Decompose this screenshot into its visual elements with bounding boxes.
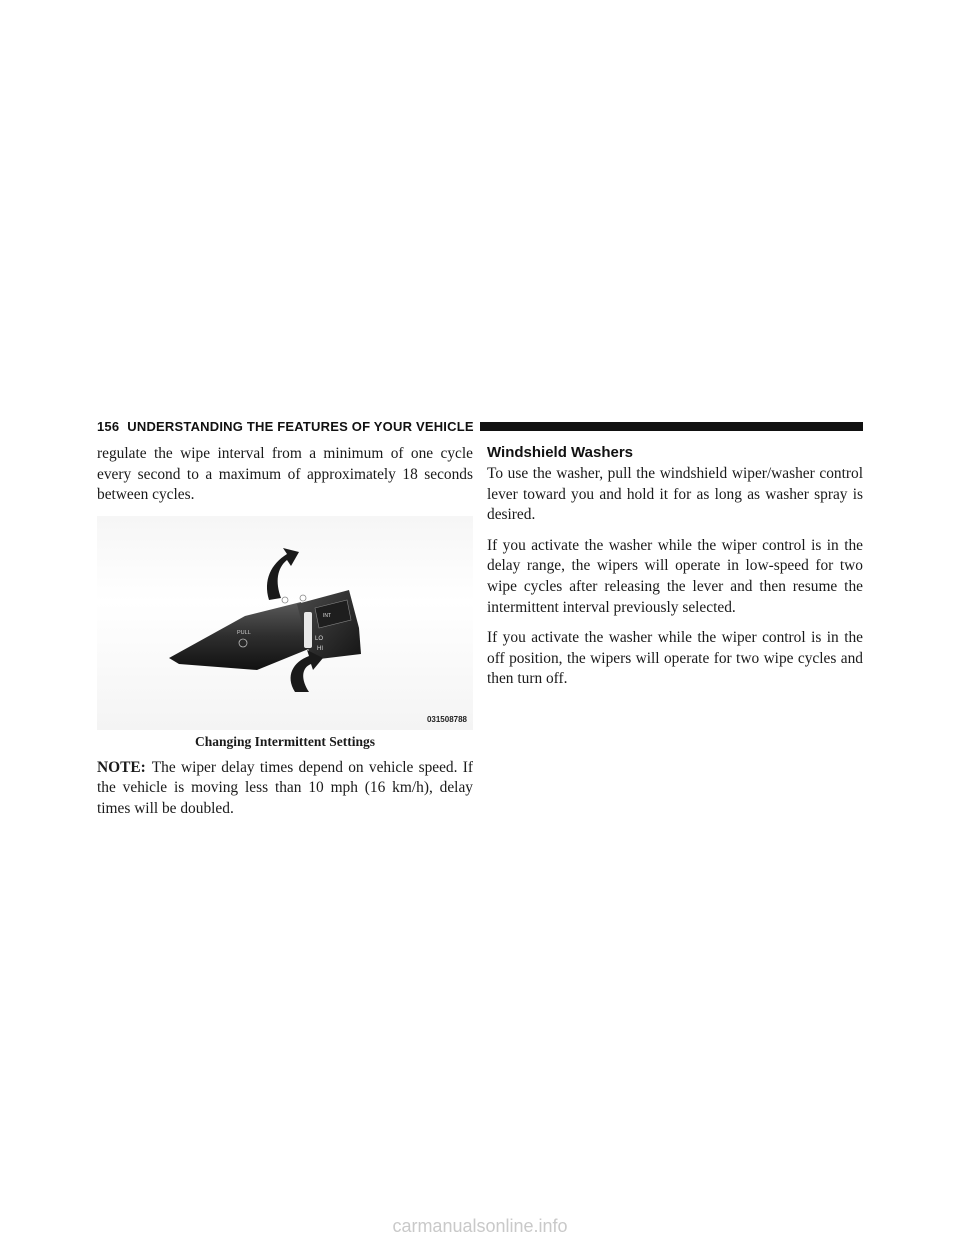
header-rule	[480, 422, 863, 431]
left-column	[97, 444, 473, 830]
section-heading: Windshield Washers	[487, 444, 634, 461]
svg-text:PULL: PULL	[237, 629, 251, 636]
washer-paragraph: If you activate the washer while the wiper control is in the off position, the wipers will operate for two wipe cycles and then turn off.	[487, 629, 863, 688]
svg-text:LO: LO	[315, 635, 324, 642]
watermark: carmanualsonline.info	[392, 1216, 568, 1236]
svg-text:INT: INT	[323, 612, 332, 619]
right-column	[487, 444, 863, 700]
page-header	[97, 418, 863, 434]
figure-code: 031508788	[426, 714, 467, 724]
note-text: The wiper delay times depend on vehicle speed. If the vehicle is moving less than 10 mph (16 km/h), delay times will be doubled.	[97, 758, 473, 817]
washer-paragraph: To use the washer, pull the windshield wiper/washer control lever toward you and hold it for as long as washer spray is desired.	[487, 465, 863, 524]
note-label: NOTE:	[97, 758, 146, 776]
wiper-lever-figure	[97, 516, 473, 730]
page-number: 156	[97, 418, 120, 434]
intro-paragraph: regulate the wipe interval from a minimum of one cycle every second to a maximum of approximately 18 seconds between cycles.	[97, 445, 473, 504]
washer-paragraph: If you activate the washer while the wiper control is in the delay range, the wipers will operate in low-speed for two wipe cycles after releasing the lever and then resume the intermittent interval previously selected.	[487, 536, 863, 616]
note-paragraph	[97, 758, 473, 820]
section-title: UNDERSTANDING THE FEATURES OF YOUR VEHICLE	[127, 418, 474, 434]
svg-text:HI: HI	[317, 645, 323, 652]
figure-caption: Changing Intermittent Settings	[194, 733, 375, 749]
wiper-lever-illustration	[97, 516, 473, 730]
